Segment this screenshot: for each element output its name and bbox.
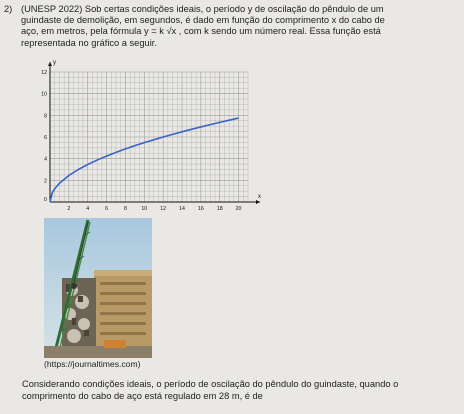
chart-tick-labels (41, 70, 241, 212)
x-tick-label: 20 (235, 206, 242, 212)
x-tick-label: 4 (86, 206, 90, 212)
x-tick-label: 18 (216, 206, 223, 212)
x-tick-label: 6 (105, 206, 109, 212)
y-tick-label: 8 (44, 113, 47, 120)
y-tick-label: 2 (44, 178, 47, 185)
question-line-2: guindaste de demolição, em segundos, é dado em função do comprimento x do cabo de (21, 15, 385, 25)
question-line-3: aço, em metros, pela fórmula y = k √x , com k sendo um número real. Essa função está (21, 26, 381, 36)
question-line-4: representada no gráfico a seguir. (21, 38, 157, 48)
x-tick-label: 2 (67, 206, 71, 212)
x-tick-label: 8 (123, 206, 127, 212)
x-axis-arrow (256, 200, 260, 204)
chart-axes (44, 60, 261, 204)
y-axis-arrow (48, 62, 52, 66)
x-tick-label: 12 (160, 206, 167, 212)
y-axis-label: y (53, 60, 56, 66)
x-tick-label: 16 (197, 206, 204, 212)
image-source: (https://journaltimes.com) (44, 359, 141, 369)
origin-label: 0 (44, 197, 47, 203)
y-tick-label: 12 (41, 70, 47, 76)
conclusion-line-2: comprimento do cabo de aço está regulado em 28 m, é de (22, 391, 263, 401)
y-tick-label: 4 (44, 156, 47, 163)
conclusion-line-1: Considerando condições ideais, o período de oscilação do pêndulo do guindaste, quando o (22, 379, 399, 389)
question-number: 2) (4, 4, 13, 14)
demolition-crane-photo (44, 218, 152, 358)
chart-grid (50, 72, 248, 202)
y-tick-label: 6 (44, 135, 47, 141)
x-tick-label: 14 (179, 206, 185, 212)
sqrt-function-chart (28, 50, 268, 220)
question-line-1: (UNESP 2022) Sob certas condições ideais, o período y de oscilação do pêndulo de um (21, 4, 384, 14)
y-tick-label: 10 (41, 91, 47, 98)
x-axis-label: x (258, 194, 261, 200)
x-tick-label: 10 (141, 206, 148, 212)
